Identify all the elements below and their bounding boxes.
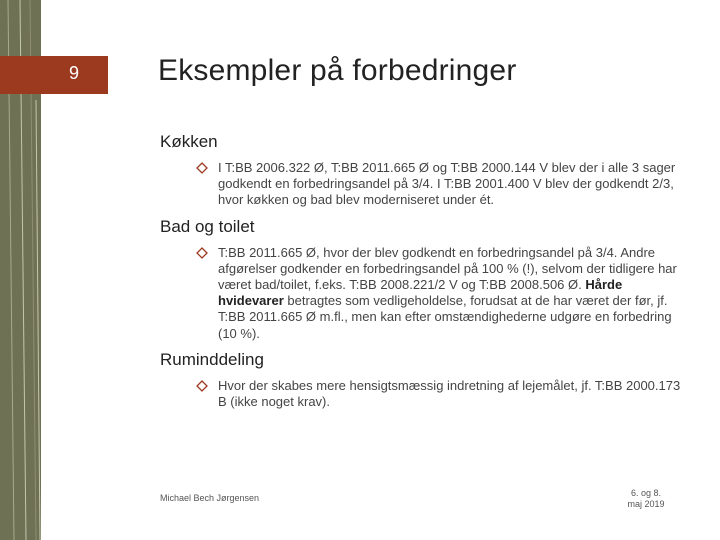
diamond-bullet-icon [196,247,208,259]
bullet-text: T:BB 2011.665 Ø, hvor der blev godkendt en forbedringsandel på 3/4. Andre afgørelser godkender en forbedringsandel på 100 % (!), selvom der tidligere har været bad/toilet, f.eks. T:BB 2008.221/2 V og T:BB 2008.506 Ø. [218,244,677,293]
bullet-text: Hvor der skabes mere hensigtsmæssig indretning af lejemålet, jf. T:BB 2000.173 B (ikke noget krav). [218,377,681,410]
bullet-item [160,160,690,209]
section-ruminddeling [160,350,690,410]
diamond-bullet-icon [196,380,208,392]
section-bad-og-toilet [160,217,690,342]
bullet-text: betragtes som vedligeholdelse, forudsat at de har været der før, jf. T:BB 2011.665 Ø m.fl., men kan efter omstændighederne udgøre en forbedring (10 %). [218,293,672,341]
slide-content [160,132,690,410]
bullet-text-bold: Hårde hvidevarer [218,277,623,309]
slide-title: Eksempler på forbedringer [158,54,517,87]
slide-number: 9 [68,63,79,83]
bullet-item [160,378,690,410]
footer-author: Michael Bech Jørgensen [160,493,260,503]
bullet-item [160,245,690,342]
section-kokken [160,132,690,209]
footer-date-line2: maj 2019 [627,499,665,509]
footer-date [616,488,676,510]
section-heading: Køkken [160,132,218,151]
footer-date-line1: 6. og 8. [630,488,662,498]
diamond-bullet-icon [196,162,208,174]
slide-number-tab [0,56,108,94]
bullet-text: I T:BB 2006.322 Ø, T:BB 2011.665 Ø og T:BB 2000.144 V blev der i alle 3 sager godkendt en forbedringsandel på 3/4. I T:BB 2001.400 V blev der godkendt 2/3, hvor køkken og bad blev moderniseret under ét. [218,160,676,208]
section-heading: Bad og toilet [160,216,255,236]
section-heading: Ruminddeling [160,349,264,369]
